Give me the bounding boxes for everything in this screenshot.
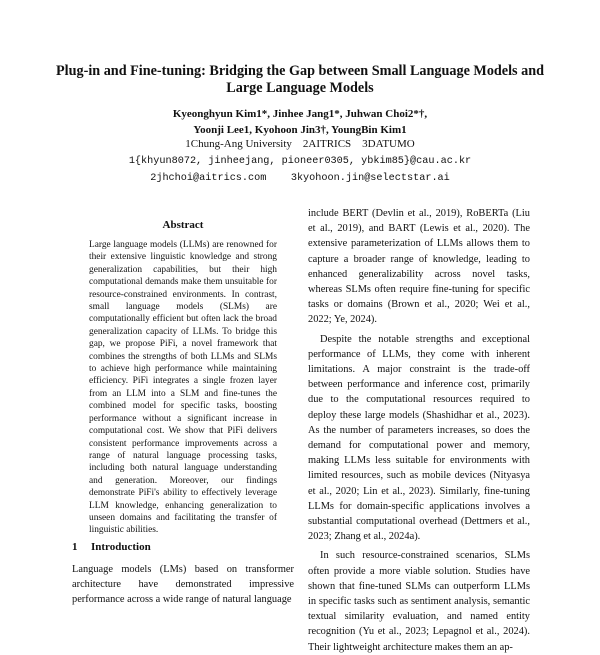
section-heading-introduction: [72, 541, 151, 553]
authors-line-2: Yoonji Lee1, Kyohoon Jin3†, YoungBin Kim1: [193, 124, 407, 136]
email-line-1: 1{khyun8072, jinheejang, pioneer0305, ybkim85}@cau.ac.kr: [128, 156, 472, 167]
paper-title: Plug-in and Fine-tuning: Bridging the Gap between Small Language Models and Large Language Models: [56, 63, 544, 96]
paragraph: In such resource-constrained scenarios, SLMs often provide a more viable solution. Studies have shown that fine-tuned SLMs can outperform LLMs in specific tasks such as sentiment analysis, semantic textual similarity evaluation, and named entity recognition (Yu et al., 2023; Lepagnol et al., 2024). Their lightweight architecture makes them an ap-: [308, 550, 530, 653]
introduction-text: Language models (LMs) based on transformer architecture have demonstrated impressive performance across a wide range of natural language: [72, 564, 294, 606]
section-number: 1: [72, 541, 78, 553]
abstract-heading: Abstract: [162, 219, 204, 231]
paragraph: Despite the notable strengths and exceptional performance of LLMs, they come with inherent limitations. A major constraint is the trade-off between performance and inference cost, primarily due to the computational resources required to deploy these large models (Shashidhar et al., 2023). As the number of parameters increases, so does the demand for computational power and memory, making LLMs less suitable for environments with limited resources, such as mobile devices (Nityasya et al., 2020; Lin et al., 2023). Similarly, fine-tuning LLMs for domain-specific applications involves a substantial computational overhead (Dettmers et al., 2023; Zhang et al., 2024a).: [308, 333, 530, 543]
author-list: [40, 106, 560, 138]
paragraph: include BERT (Devlin et al., 2019), RoBERTa (Liu et al., 2019), and BART (Lewis et al., 2020). The extensive parameterization of LLMs allows them to capture a broader range of knowledge, leading to enhanced generalizability across novel tasks, whereas SLMs often require fine-tuning for specific tasks or domains (Brown et al., 2020; Wei et al., 2022; Ye, 2024).: [308, 208, 530, 326]
authors-line-1: Kyeonghyun Kim1*, Jinhee Jang1*, Juhwan Choi2*†,: [172, 108, 428, 120]
abstract-body: Large language models (LLMs) are renowned for their extensive linguistic knowledge and strong generalization capabilities, but their high computational demands make them unsuitable for resource-constrained environments. In contrast, small language models (SLMs) are computationally efficient but often lack the broad generalization capacity of LLMs. To bridge this gap, we propose PiFi, a novel framework that combines the strengths of both LLMs and SLMs to achieve high performance while maintaining efficiency. PiFi integrates a single frozen layer from an LLM into a SLM and fine-tunes the combined model for specific tasks, boosting performance without a significant increase in computational cost. We show that PiFi delivers consistent performance improvements across a range of natural language processing tasks, including both natural language understanding and generation. Moreover, our findings demonstrate PiFi's ability to effectively leverage LLM knowledge, enhancing generalization to unseen domains and facilitating the transfer of linguistic abilities.: [89, 240, 277, 536]
affiliations: 1Chung-Ang University 2AITRICS 3DATUMO: [185, 138, 415, 150]
right-column: [308, 206, 530, 655]
email-line-2: 2jhchoi@aitrics.com 3kyohoon.jin@selectstar.ai: [150, 173, 450, 184]
section-title: Introduction: [91, 541, 151, 553]
